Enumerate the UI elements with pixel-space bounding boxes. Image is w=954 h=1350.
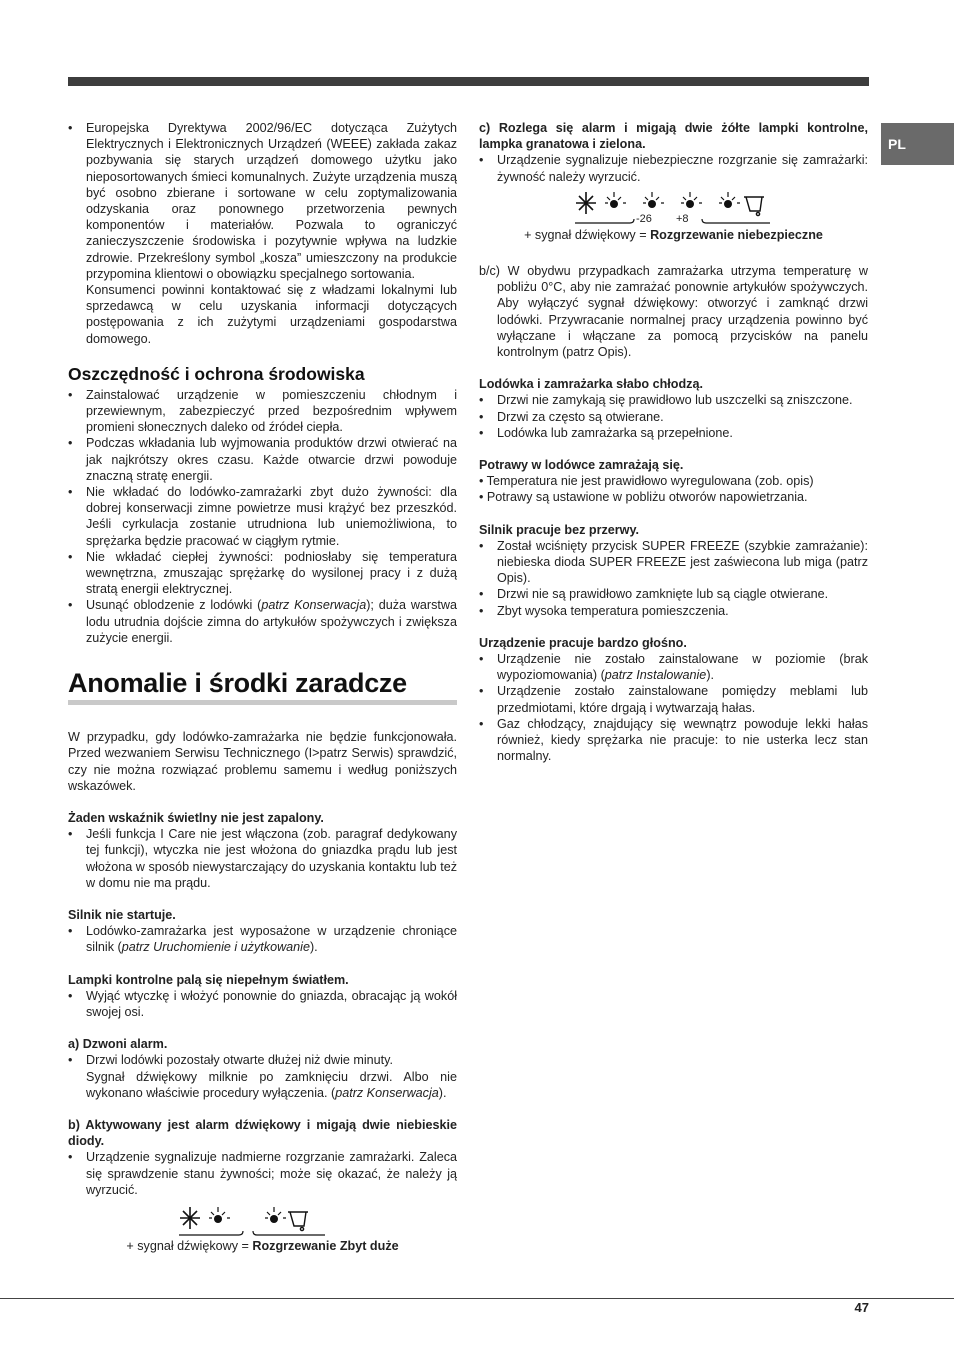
list-item: • Podczas wkładania lub wyjmowania produktów drzwi otwierać na jak najkrótszy okres czasu. Każde otwarcie drzwi powoduje znaczną stratę energii. xyxy=(68,435,457,484)
problem-heading: Lodówka i zamrażarka słabo chłodzą. xyxy=(479,377,703,392)
problem-heading: Silnik nie startuje. xyxy=(68,907,176,922)
indicator-icons xyxy=(178,1202,348,1238)
text: + sygnał dźwiękowy = xyxy=(126,1238,253,1253)
list-item: • Drzwi za często są otwierane. xyxy=(479,409,868,425)
list-item: • Drzwi nie są prawidłowo zamknięte lub są ciągle otwierane. xyxy=(479,586,868,602)
list-item: • Nie wkładać ciepłej żywności: podniosłaby się temperatura wewnętrzna, zmuszając sprężarkę do wysilonej pracy i z dużą stratą energii elektrycznej. xyxy=(68,549,457,598)
bracket-line xyxy=(253,1231,325,1235)
reference: patrz Konserwacja xyxy=(261,598,367,613)
text: Sygnał dźwiękowy milknie po zamknięciu drzwi. Albo nie wykonano właściwie procedury wyłączenia. ( xyxy=(86,1069,457,1100)
title-underline xyxy=(68,700,457,705)
blinking-led-icon xyxy=(719,192,740,208)
caption-bold: Rozgrzewanie niebezpieczne xyxy=(650,227,823,242)
temp-label-minus: -26 xyxy=(635,212,652,225)
problem-heading: a) Dzwoni alarm. xyxy=(68,1037,168,1052)
problem-heading: Potrawy w lodówce zamrażają się. xyxy=(479,458,684,473)
eco-list xyxy=(68,387,457,646)
bracket-line xyxy=(179,1231,243,1235)
temp-label-plus: +8 xyxy=(675,212,689,225)
caption-bold: Rozgrzewanie Zbyt duże xyxy=(252,1238,399,1253)
problem-heading: Żaden wskaźnik świetlny nie jest zapalony. xyxy=(68,810,324,825)
list-item: • Urządzenie zostało zainstalowane pomiędzy meblami lub przedmiotami, które drgają i wytwarzają hałas. xyxy=(479,683,868,715)
list-item: • Urządzenie sygnalizuje nadmierne rozgrzanie zamrażarki. Zaleca się sprawdzenie stanu żywności; może się okazać, że należy ją wyrzucić. xyxy=(68,1149,457,1198)
footer-rule xyxy=(0,1298,954,1299)
reference: patrz Uruchomienie i użytkowanie xyxy=(121,940,310,955)
list-item: • Lodówka lub zamrażarka są przepełnione. xyxy=(479,425,868,441)
weee-list xyxy=(68,120,457,282)
blinking-led-icon xyxy=(265,1207,286,1223)
text: ). xyxy=(309,940,318,955)
list-item xyxy=(479,651,868,683)
reference: patrz Instalowanie xyxy=(604,668,707,683)
text: Usunąć oblodzenie z lodówki ( xyxy=(86,598,262,613)
bracket-line xyxy=(575,219,634,223)
problem-heading: c) Rozlega się alarm i migają dwie żółte lampki kontrolne, lampka granatowa i zielona. xyxy=(479,121,868,152)
blinking-led-icon xyxy=(209,1207,230,1223)
weee-continuation: Konsumenci powinni kontaktować się z władzami lokalnymi lub sprzedawcą w celu uzyskania informacji dotyczących postępowania z ich zużytymi urządzeniami gospodarstwa domowego. xyxy=(86,283,457,346)
text: Lodówko-zamrażarka jest wyposażone w urządzenie chroniące silnik ( xyxy=(86,924,457,955)
problem-heading: Urządzenie pracuje bardzo głośno. xyxy=(479,635,687,650)
list-item: • Europejska Dyrektywa 2002/96/EC dotycząca Zużytych Elektrycznych i Elektronicznych Urządzeń (WEEE) zakłada zakaz pozbywania się starych urządzeń domowego użytku jako nieposortowanych śmieci komunalnych. Zużyte urządzenia muszą być osobno zbierane i sortowane w celu zoptymalizowania odzyskania oraz ponownego przetworzenia pewnych komponentów i materiałów. Pozwala to ograniczyć zanieczyszczenie środowiska i pozytywnie wpływa na ludzkie zdrowie. Przekreślony symbol „kosza” umieszczony na produkcie przypomina klientowi o obowiązku specjalnego sortowania. xyxy=(68,120,457,282)
text: Urządzenie nie zostało zainstalowane w poziomie (brak wypoziomowania) ( xyxy=(497,652,868,683)
list-item xyxy=(68,923,457,955)
list-item: • Drzwi nie zamykają się prawidłowo lub uszczelki są zniszczone. xyxy=(479,392,868,408)
list-item: • Wyjąć wtyczkę i włożyć ponownie do gniazda, obracając ją wokół swojej osi. xyxy=(68,988,457,1020)
list-item: • Jeśli funkcja I Care nie jest włączona (zob. paragraf dedykowany tej funkcji), wtyczka nie jest włożona do gniazdka prądu lub jest włożona w sposób niewystarczający do uzyskania kontaktu lub też w domu nie ma prądu. xyxy=(68,826,457,891)
snowflake-icon xyxy=(576,192,596,214)
reference: patrz Konserwacja xyxy=(335,1085,439,1100)
bin-icon xyxy=(288,1212,308,1231)
list-item: • Został wciśnięty przycisk SUPER FREEZE (szybkie zamrażanie): niebieska dioda SUPER FREEZE jest zaświecona lub miga (patrz Opis). xyxy=(479,538,868,587)
blinking-led-icon xyxy=(605,192,626,208)
alarm-a-continuation xyxy=(68,1069,457,1101)
indicator-icons xyxy=(574,189,774,227)
problem-heading: b) Aktywowany jest alarm dźwiękowy i migają dwie niebieskie diody. xyxy=(68,1117,457,1149)
right-column xyxy=(479,120,868,765)
language-tab: PL xyxy=(881,123,954,165)
icon-caption xyxy=(479,227,868,243)
bin-icon xyxy=(744,197,764,216)
list-item xyxy=(68,597,457,646)
list-item: • Urządzenie sygnalizuje niebezpieczne rozgrzanie się zamrażarki: żywność należy wyrzucić. xyxy=(479,152,868,184)
plain-item: • Temperatura nie jest prawidłowo wyregulowana (zob. opis) xyxy=(479,474,814,489)
icon-caption xyxy=(68,1238,457,1254)
problem-heading: Lampki kontrolne palą się niepełnym światłem. xyxy=(68,972,349,987)
eco-heading: Oszczędność i ochrona środowiska xyxy=(68,363,365,384)
list-item: • Gaz chłodzący, znajdujący się wewnątrz powoduje lekki hałas również, kiedy sprężarka nie pracuje: to nie usterka lecz stan normalny. xyxy=(479,716,868,765)
text: ); duża warstwa lodu utrudnia dojście zimna do artykułów spożywczych i zwiększa zużycie energii. xyxy=(86,598,458,645)
header-bar xyxy=(68,77,869,86)
section-title: Anomalie i środki zaradcze xyxy=(68,668,407,699)
plain-item: • Potrawy są ustawione w pobliżu otworów napowietrzania. xyxy=(479,490,808,505)
text: ). xyxy=(438,1085,447,1100)
blinking-led-icon xyxy=(643,192,664,208)
page-number: 47 xyxy=(854,1300,869,1315)
list-item: • Zbyt wysoka temperatura pomieszczenia. xyxy=(479,603,868,619)
list-item: • Drzwi lodówki pozostały otwarte dłużej niż dwie minuty. xyxy=(68,1052,457,1068)
text: ). xyxy=(706,668,715,683)
snowflake-icon xyxy=(180,1207,200,1229)
intro-paragraph: W przypadku, gdy lodówko-zamrażarka nie będzie funkcjonowała. Przed wezwaniem Serwisu Technicznego (I>patrz Serwis) sprawdzić, czy nie można rozwiązać problemu samemu i według poniższych wskazówek. xyxy=(68,730,457,793)
text: + sygnał dźwiękowy = xyxy=(524,227,651,242)
problem-heading: Silnik pracuje bez przerwy. xyxy=(479,522,640,537)
blinking-led-icon xyxy=(681,192,702,208)
list-item: • Nie wkładać do lodówko-zamrażarki zbyt dużo żywności: dla dobrej konserwacji zimne powietrze musi krążyć bez przeszkód. Jeśli cyrkulacja zostanie utrudniona lub uniemożliwiona, to sprężarka będzie pracować w ciągłym rytmie. xyxy=(68,484,457,549)
bracket-line xyxy=(702,219,770,223)
bc-paragraph: b/c) W obydwu przypadkach zamrażarka utrzyma temperaturę w pobliżu 0°C, aby nie zamrażać ponownie artykułów spożywczych. Aby wyłączyć sygnał dźwiękowy: otworzyć i zamknąć drzwi lodówki. Przywracanie normalnej pracy urządzenia powinno być wyłączane i włączane za pomocą przycisków na panelu kontrolnym (patrz Opis). xyxy=(479,264,868,360)
list-item: • Zainstalować urządzenie w pomieszczeniu chłodnym i przewiewnym, zabezpieczyć przed bezpośrednim wpływem promieni słonecznych daleko od źródeł ciepła. xyxy=(68,387,457,436)
left-column xyxy=(68,120,457,1254)
